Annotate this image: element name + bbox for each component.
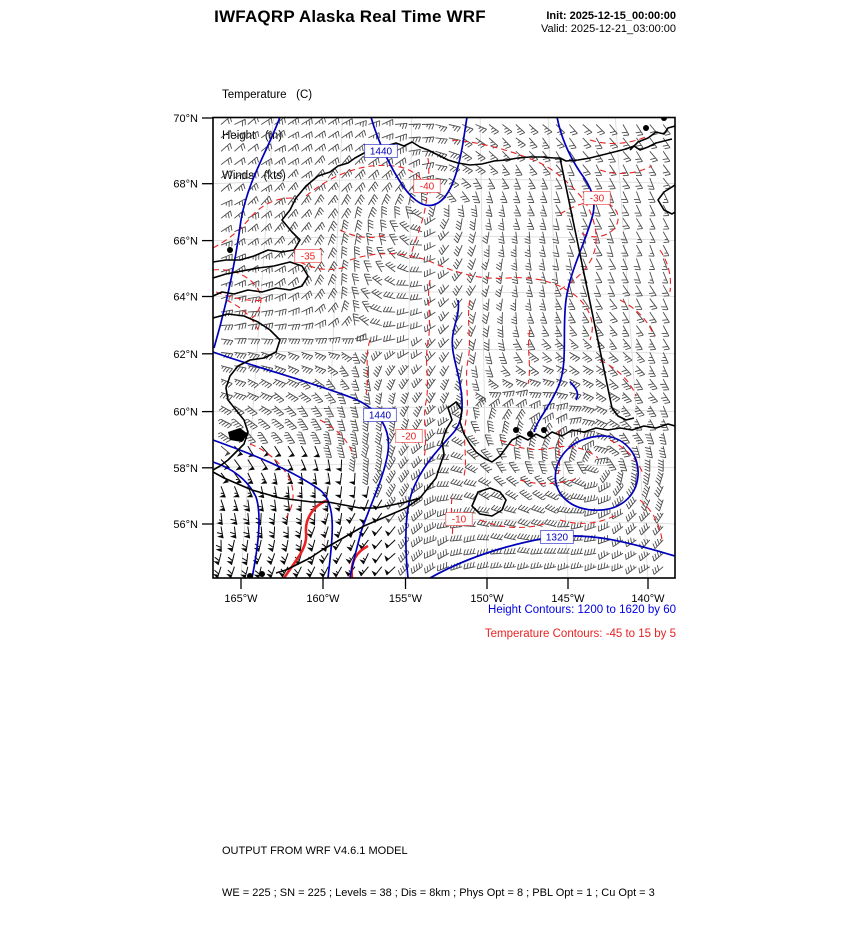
contour-label: -30 (589, 193, 605, 205)
model-info-footer (222, 816, 655, 928)
contour-label: -35 (300, 251, 316, 263)
valid-time: Valid: 2025-12-21_03:00:00 (541, 23, 676, 35)
temperature-contours-note: Temperature Contours: -45 to 15 by 5 (484, 628, 676, 640)
lon-tick-label: 150°W (470, 593, 504, 605)
contour-label: -10 (451, 514, 467, 526)
model-version-line: OUTPUT FROM WRF V4.6.1 MODEL (222, 845, 408, 857)
lat-tick-label: 70°N (173, 113, 198, 125)
height-contours-note: Height Contours: 1200 to 1620 by 60 (488, 604, 676, 616)
lat-tick-label: 58°N (173, 462, 198, 475)
model-config-line: WE = 225 ; SN = 225 ; Levels = 38 ; Dis = 8km ; Phys Opt = 8 ; PBL Opt = 1 ; Cu Opt = 3 (222, 887, 655, 899)
legend-winds: Winds (kts) (222, 170, 286, 182)
lon-tick-label: 145°W (551, 593, 585, 605)
lat-tick-label: 68°N (173, 178, 198, 191)
contour-label: 1440 (369, 146, 393, 158)
legend-height: Height (m) (222, 129, 283, 142)
lon-tick-label: 140°W (631, 593, 665, 605)
contour-label: 1440 (368, 410, 392, 422)
lat-tick-label: 56°N (173, 519, 198, 531)
lat-tick-label: 60°N (173, 406, 198, 419)
lon-tick-label: 165°W (224, 593, 258, 605)
legend-temperature: Temperature (C) (222, 89, 313, 101)
page-title: IWFAQRP Alaska Real Time WRF (214, 7, 486, 26)
init-time: Init: 2025-12-15_00:00:00 (546, 10, 676, 22)
map-inner (213, 114, 675, 580)
lat-tick-label: 62°N (173, 348, 198, 361)
contour-label: 1320 (545, 532, 569, 544)
lon-tick-label: 160°W (306, 593, 340, 605)
lat-tick-label: 66°N (173, 235, 198, 248)
lon-tick-label: 155°W (388, 593, 423, 605)
contour-label: -20 (401, 431, 417, 443)
height-contours-layer (213, 117, 675, 578)
wind-barbs-layer (213, 117, 671, 579)
contour-label: -40 (419, 181, 435, 193)
lat-tick-label: 64°N (173, 291, 198, 304)
